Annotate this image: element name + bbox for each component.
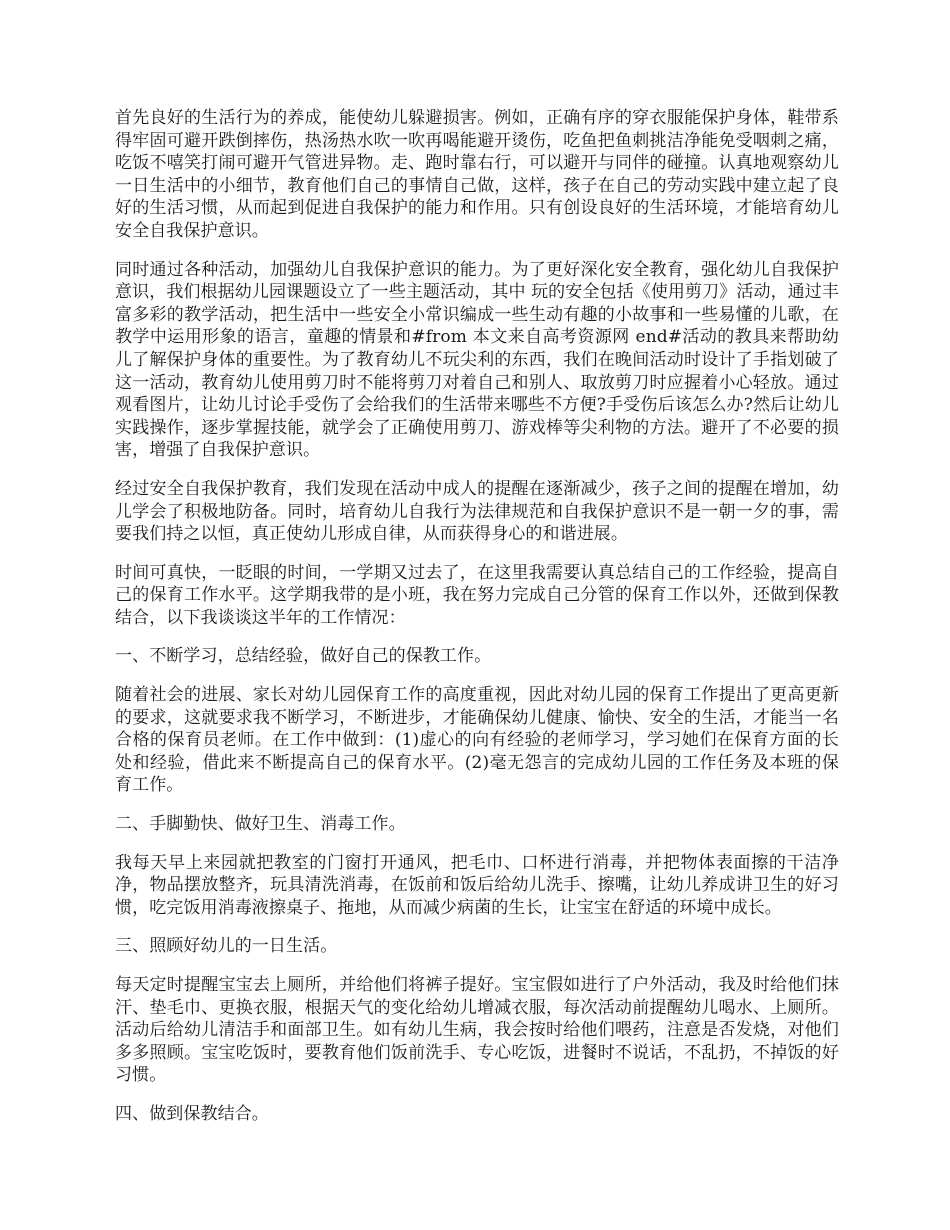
paragraph-learning: 随着社会的进展、家长对幼儿园保育工作的高度重视，因此对幼儿园的保育工作提出了更高更新的要求，这就要求我不断学习，不断进步，才能确保幼儿健康、愉快、安全的生活，才能当一名合格的保育员老师。在工作中做到：(1)虚心的向有经验的老师学习，学习她们在保育方面的长处和经验，借此来不断提高自己的保育水平。(2)毫无怨言的完成幼儿园的工作任务及本班的保育工作。 bbox=[115, 685, 839, 796]
paragraph-good-habits: 首先良好的生活行为的养成，能使幼儿躲避损害。例如，正确有序的穿衣服能保护身体，鞋带系得牢固可避开跌倒摔伤，热汤热水吹一吹再喝能避开烫伤，吃鱼把鱼刺挑洁净能免受咽刺之痛，吃饭不嘻笑打闹可避开气管进异物。走、跑时靠右行，可以避开与同伴的碰撞。认真地观察幼儿一日生活中的小细节，教育他们自己的事情自己做，这样，孩子在自己的劳动实践中建立起了良好的生活习惯，从而起到促进自我保护的能力和作用。只有创设良好的生活环境，才能培育幼儿安全自我保护意识。 bbox=[115, 108, 839, 241]
paragraph-hygiene: 我每天早上来园就把教室的门窗打开通风，把毛巾、口杯进行消毒，并把物体表面擦的干洁净净，物品摆放整齐，玩具清洗消毒，在饭前和饭后给幼儿洗手、擦嘴，让幼儿养成讲卫生的好习惯，吃完饭用消毒液擦桌子、拖地，从而减少病菌的生长，让宝宝在舒适的环境中成长。 bbox=[115, 852, 839, 918]
section-heading-3: 三、照顾好幼儿的一日生活。 bbox=[115, 936, 338, 957]
paragraph-daily-care: 每天定时提醒宝宝去上厕所，并给他们将裤子提好。宝宝假如进行了户外活动，我及时给他们抹汗、垫毛巾、更换衣服，根据天气的变化给幼儿增减衣服，每次活动前提醒幼儿喝水、上厕所。活动后给幼儿清洁手和面部卫生。如有幼儿生病，我会按时给他们喂药，注意是否发烧，对他们多多照顾。宝宝吃饭时，要教育他们饭前洗手、专心吃饭，进餐时不说话，不乱扔，不掉饭的好习惯。 bbox=[115, 975, 839, 1086]
paragraph-activities: 同时通过各种活动，加强幼儿自我保护意识的能力。为了更好深化安全教育，强化幼儿自我保护意识，我们根据幼儿园课题设立了一些主题活动，其中 玩的安全包括《使用剪刀》活动，通过丰富多彩的教学活动，把生活中一些安全小常识编成一些生动有趣的小故事和一些易懂的儿歌，在教学中运用形象的语言，童趣的情景和#from 本文来自高考资源网 end#活动的教具来帮助幼儿了解保护身体的重要性。为了教育幼儿不玩尖利的东西，我们在晚间活动时设计了手指划破了这一活动，教育幼儿使用剪刀时不能将剪刀对着自己和别人、取放剪刀时应握着小心轻放。通过观看图片，让幼儿讨论手受伤了会给我们的生活带来哪些不方便?手受伤后该怎么办?然后让幼儿实践操作，逐步掌握技能，就学会了正确使用剪刀、游戏棒等尖利物的方法。避开了不必要的损害，增强了自我保护意识。 bbox=[115, 259, 839, 461]
paragraph-semester-summary: 时间可真快，一眨眼的时间，一学期又过去了，在这里我需要认真总结自己的工作经验，提高自己的保育工作水平。这学期我带的是小班，我在努力完成自己分管的保育工作以外，还做到保教结合，以下我谈谈这半年的工作情况： bbox=[115, 562, 839, 628]
section-heading-1: 一、不断学习，总结经验，做好自己的保教工作。 bbox=[115, 646, 492, 667]
section-heading-4: 四、做到保教结合。 bbox=[115, 1103, 269, 1124]
section-heading-2: 二、手脚勤快、做好卫生、消毒工作。 bbox=[115, 814, 406, 835]
document-body bbox=[115, 107, 839, 1142]
paragraph-safety-education: 经过安全自我保护教育，我们发现在活动中成人的提醒在逐渐减少，孩子之间的提醒在增加，幼儿学会了积极地防备。同时，培育幼儿自我行为法律规范和自我保护意识不是一朝一夕的事，需要我们持之以恒，真正使幼儿形成自律，从而获得身心的和谐进展。 bbox=[115, 478, 839, 545]
